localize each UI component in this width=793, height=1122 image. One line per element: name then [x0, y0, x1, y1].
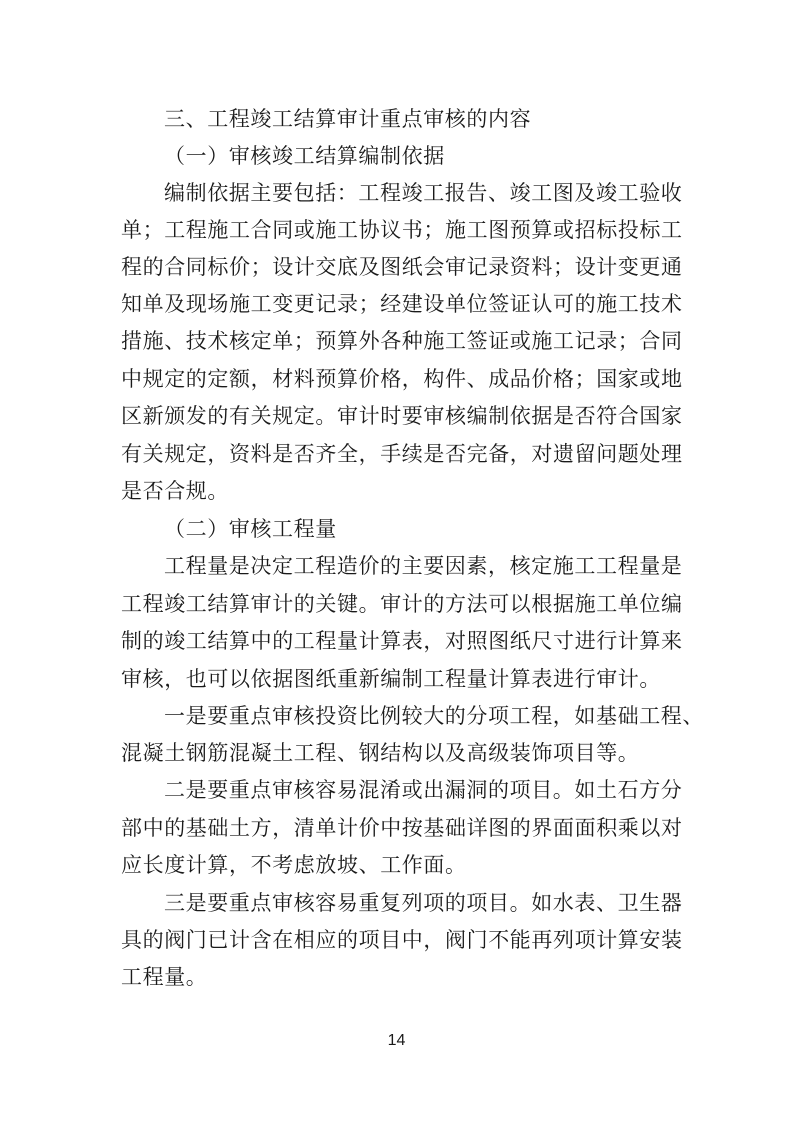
paragraph-line: 有关规定，资料是否齐全，手续是否完备，对遗留问题处理	[121, 442, 683, 466]
subsection-heading: （二）审核工程量	[164, 517, 337, 541]
paragraph-line: 三是要重点审核容易重复列项的项目。如水表、卫生器	[164, 891, 683, 915]
subsection-heading: （一）审核竣工结算编制依据	[164, 144, 445, 168]
paragraph-line: 混凝土钢筋混凝土工程、钢结构以及高级装饰项目等。	[121, 741, 640, 765]
paragraph-line: 制的竣工结算中的工程量计算表，对照图纸尺寸进行计算来	[121, 629, 683, 653]
paragraph-line: 二是要重点审核容易混淆或出漏洞的项目。如土石方分	[164, 778, 683, 802]
paragraph-line: 部中的基础土方，清单计价中按基础详图的界面面积乘以对	[121, 816, 683, 840]
page-number: 14	[387, 1032, 406, 1049]
paragraph-line: 编制依据主要包括：工程竣工报告、竣工图及竣工验收	[164, 181, 683, 205]
paragraph-line: 中规定的定额，材料预算价格，构件、成品价格；国家或地	[121, 367, 683, 391]
paragraph-line: 措施、技术核定单；预算外各种施工签证或施工记录；合同	[121, 329, 683, 353]
paragraph-line: 工程量。	[121, 965, 208, 989]
paragraph-line: 一是要重点审核投资比例较大的分项工程，如基础工程、	[164, 704, 704, 728]
paragraph-line: 是否合规。	[121, 479, 229, 503]
paragraph-line: 审核，也可以依据图纸重新编制工程量计算表进行审计。	[121, 667, 661, 691]
section-heading: 三、工程竣工结算审计重点审核的内容	[164, 107, 532, 131]
paragraph-line: 应长度计算，不考虑放坡、工作面。	[121, 853, 467, 877]
paragraph-line: 工程量是决定工程造价的主要因素，核定施工工程量是	[164, 554, 683, 578]
paragraph-line: 程的合同标价；设计交底及图纸会审记录资料；设计变更通	[121, 255, 683, 279]
paragraph-line: 区新颁发的有关规定。审计时要审核编制依据是否符合国家	[121, 404, 683, 428]
paragraph-line: 具的阀门已计含在相应的项目中，阀门不能再列项计算安装	[121, 928, 683, 952]
paragraph-line: 工程竣工结算审计的关键。审计的方法可以根据施工单位编	[121, 592, 683, 616]
paragraph-line: 单；工程施工合同或施工协议书；施工图预算或招标投标工	[121, 218, 683, 242]
paragraph-line: 知单及现场施工变更记录；经建设单位签证认可的施工技术	[121, 292, 683, 316]
